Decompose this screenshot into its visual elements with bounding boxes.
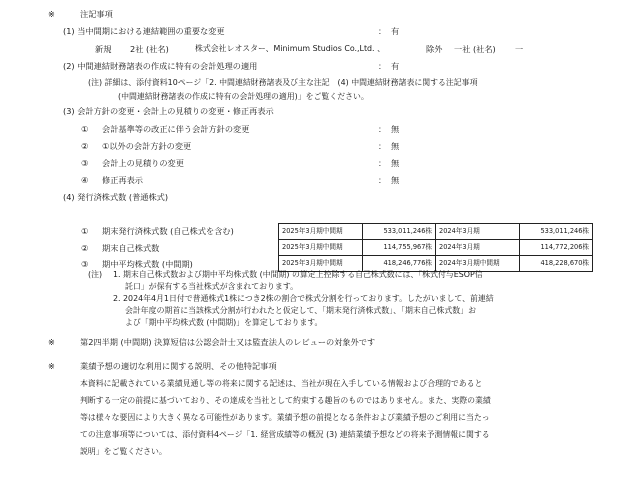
shares-value-cell: 114,772,206株 <box>520 240 593 256</box>
item2-note-line1: (注) 詳細は、添付資料10ページ「2. 中間連結財務諸表及び主な注記 (4) 中間連結財務諸表に関する注記事項 <box>88 78 478 87</box>
item3-row-text: 会計基準等の改正に伴う会計方針の変更 <box>102 124 250 134</box>
item4-row-num: ③ <box>81 259 89 269</box>
item4-row-text: 期末自己株式数 <box>102 243 160 253</box>
item3-row-value: 無 <box>391 158 400 168</box>
item1-new-names: 株式会社レオスター、Minimum Studios Co.,Ltd. 、 <box>195 44 385 53</box>
item4-note2-line1: 2. 2024年4月1日付で普通株式1株につき2株の割合で株式分割を行っております。したがいまして、前連結 <box>113 294 494 303</box>
item3-row-value: 無 <box>391 175 400 185</box>
item1-value: 有 <box>391 26 400 36</box>
item3-row-colon: ： <box>378 158 387 168</box>
forecast-line: 判断する一定の前提に基づいており、その達成を当社として約束する趣旨のものではありません。また、実際の業績 <box>80 396 491 405</box>
forecast-mark: ※ <box>48 361 55 371</box>
period-cell: 2024年3月期 <box>436 240 520 256</box>
shares-value-cell: 533,011,246株 <box>520 224 593 240</box>
item4-note1-line1: 1. 期末自己株式数および期中平均株式数 (中間期) の算定上控除する自己株式数には、「株式付与ESOP信 <box>113 270 483 279</box>
item3-row-value: 無 <box>391 141 400 151</box>
item4-notes-prefix: (注) <box>88 270 103 279</box>
period-cell: 2025年3月期中間期 <box>279 256 363 272</box>
forecast-line: ての注意事項等については、添付資料4ページ「1. 経営成績等の概況 (3) 連結業績予想などの将来予測情報に関する <box>80 430 490 439</box>
item1-new-label: 新規 <box>95 44 112 54</box>
shares-table <box>278 223 593 272</box>
item2-colon: ： <box>378 61 387 71</box>
notes-heading: 注記事項 <box>80 9 113 19</box>
shares-value-cell: 114,755,967株 <box>363 240 436 256</box>
item1-new-count: 2社 (社名) <box>130 44 169 54</box>
item3-row-colon: ： <box>378 141 387 151</box>
item3-row-num: ③ <box>81 158 89 168</box>
item4-row-text: 期末発行済株式数 (自己株式を含む) <box>102 226 234 236</box>
period-cell: 2025年3月期中間期 <box>279 240 363 256</box>
item3-row-num: ① <box>81 124 89 134</box>
item4-row-num: ① <box>81 226 89 236</box>
item2-note-line2: (中間連結財務諸表の作成に特有の会計処理の適用)」をご覧ください。 <box>118 92 369 101</box>
item3-row-value: 無 <box>391 124 400 134</box>
item3-row-colon: ： <box>378 175 387 185</box>
forecast-heading: 業績予想の適切な利用に関する説明、その他特記事項 <box>80 361 277 371</box>
forecast-line: 本資料に記載されている業績見通し等の将来に関する記述は、当社が現在入手している情報および合理的であると <box>80 379 483 388</box>
item2-value: 有 <box>391 61 400 71</box>
period-cell: 2024年3月期中間期 <box>436 256 520 272</box>
shares-value-cell: 533,011,246株 <box>363 224 436 240</box>
review-text: 第2四半期 (中間期) 決算短信は公認会計士又は監査法人のレビューの対象外です <box>80 337 376 347</box>
item4-note2-line2: 会計年度の期首に当該株式分割が行われたと仮定して、「期末発行済株式数」、「期末自己株式数」お <box>125 306 476 315</box>
notes-mark: ※ <box>48 9 55 19</box>
item3-row-text: ①以外の会計方針の変更 <box>102 141 192 151</box>
item1-excluded-count: 一社 (社名) <box>454 44 496 54</box>
item1-excluded-names: 一 <box>515 44 524 54</box>
item1-colon: ： <box>378 26 387 36</box>
forecast-line: 等は様々な要因により大きく異なる可能性があります。業績予想の前提となる条件および業績予想のご利用に当たっ <box>80 413 490 422</box>
period-cell: 2025年3月期中間期 <box>279 224 363 240</box>
review-mark: ※ <box>48 337 55 347</box>
item4-label: (4) 発行済株式数 (普通株式) <box>63 192 169 202</box>
item4-row-text: 期中平均株式数 (中間期) <box>102 259 193 269</box>
item1-excluded-label: 除外 <box>426 44 443 54</box>
item3-row-text: 会計上の見積りの変更 <box>102 158 184 168</box>
item4-row-num: ② <box>81 243 89 253</box>
item4-note2-line3: よび「期中平均株式数 (中間期)」を算定しております。 <box>125 318 323 327</box>
item4-note1-line2: 託口」が保有する当社株式が含まれております。 <box>125 282 298 291</box>
item1-label: (1) 当中間期における連結範囲の重要な変更 <box>63 26 225 36</box>
item3-row-num: ④ <box>81 175 89 185</box>
table-row <box>279 224 593 240</box>
item3-label: (3) 会計方針の変更・会計上の見積りの変更・修正再表示 <box>63 106 274 116</box>
item3-row-colon: ： <box>378 124 387 134</box>
forecast-line: 説明」をご覧ください。 <box>80 447 167 456</box>
shares-value-cell: 418,246,776株 <box>363 256 436 272</box>
item3-row-num: ② <box>81 141 89 151</box>
item3-row-text: 修正再表示 <box>102 175 143 185</box>
table-row <box>279 240 593 256</box>
shares-value-cell: 418,228,670株 <box>520 256 593 272</box>
item2-label: (2) 中間連結財務諸表の作成に特有の会計処理の適用 <box>63 61 258 71</box>
period-cell: 2024年3月期 <box>436 224 520 240</box>
